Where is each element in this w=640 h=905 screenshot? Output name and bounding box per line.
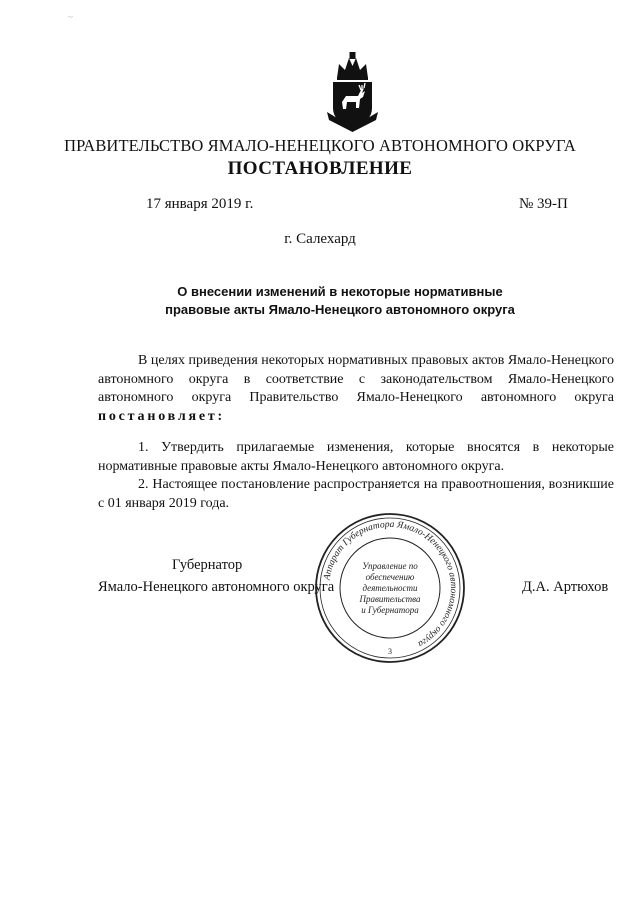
preamble-paragraph [98, 352, 614, 427]
seal-line-3: деятельности [362, 583, 418, 593]
organization-name: ПРАВИТЕЛЬСТВО ЯМАЛО-НЕНЕЦКОГО АВТОНОМНОГО ОКРУГА [64, 136, 576, 155]
official-seal-icon [310, 508, 470, 668]
seal-line-5: и Губернатора [361, 605, 419, 615]
signatory-name: Д.А. Артюхов [522, 579, 609, 595]
seal-ring-text: Аппарат Губернатора Ямало-Ненецкого автономного округа [322, 519, 459, 649]
subject-line-2: правовые акты Ямало-Ненецкого автономного округа [165, 302, 515, 317]
seal-line-1: Управление по [362, 561, 418, 571]
item-1-paragraph [98, 439, 614, 476]
document-type: ПОСТАНОВЛЕНИЕ [227, 158, 413, 179]
signatory-title: Губернатор [172, 557, 243, 573]
seal-line-4: Правительства [359, 594, 421, 604]
item-2-text: 2. Настоящее постановление распространяется на правоотношения, возникшие с 01 января 2019 года. [98, 477, 614, 511]
decree-word: постановляет: [98, 409, 226, 425]
seal-bottom-mark: 3 [388, 647, 392, 656]
document-number: № 39-П [519, 196, 568, 212]
subject-line-1: О внесении изменений в некоторые нормативные [177, 284, 503, 299]
signatory-region: Ямало-Ненецкого автономного округа [98, 579, 335, 595]
seal-line-2: обеспечению [365, 572, 415, 582]
item-1-text: 1. Утвердить прилагаемые изменения, которые вносятся в некоторые нормативные правовые акты Ямало-Ненецкого автономного округа. [98, 440, 614, 474]
document-subject [130, 283, 550, 319]
coat-of-arms-icon [325, 52, 380, 134]
corner-mark: ~ [68, 12, 73, 22]
preamble-text: В целях приведения некоторых нормативных правовых актов Ямало-Ненецкого автономного округа в соответствие с законодательством Ямало-Ненецкого автономного округа Правительство Ямало-Ненецкого автономного округа [98, 353, 614, 406]
document-date: 17 января 2019 г. [146, 196, 254, 212]
document-city: г. Салехард [284, 231, 356, 247]
